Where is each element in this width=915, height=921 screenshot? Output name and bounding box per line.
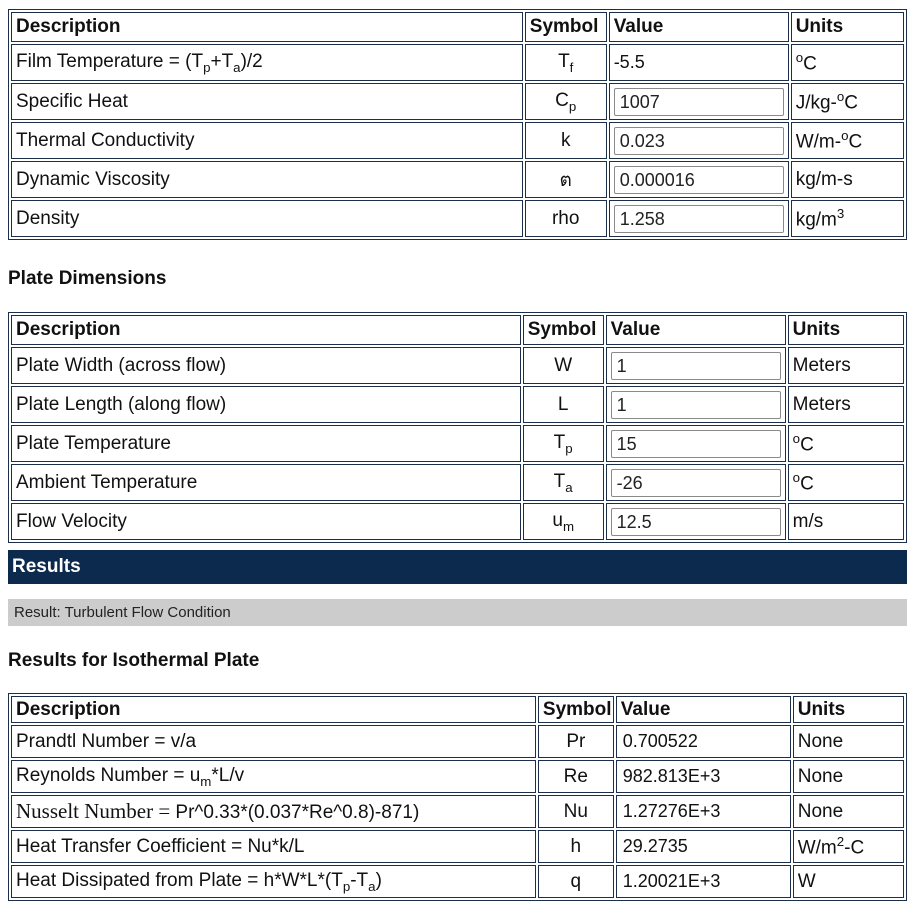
film-temperature-value: -5.5 bbox=[609, 44, 789, 81]
thermal-conductivity-cell bbox=[609, 122, 789, 159]
plate-temperature-symbol: $T_p$ bbox=[523, 425, 604, 462]
prandtl-number-label: Prandtl Number = v/a bbox=[11, 725, 536, 758]
density-input[interactable]: 1.258 bbox=[614, 205, 784, 233]
plate-dimensions-heading: Plate Dimensions bbox=[8, 268, 167, 289]
table-row bbox=[11, 865, 904, 898]
table-row bbox=[11, 425, 904, 462]
dynamic-viscosity-symbol: ต bbox=[525, 161, 607, 198]
header-value: Value bbox=[609, 12, 789, 42]
density-cell bbox=[609, 200, 789, 237]
heat-dissipated-label: Heat Dissipated from Plate = $h*W*L*(T_p-T_a)$ bbox=[11, 865, 536, 898]
header-units: Units bbox=[791, 12, 904, 42]
table-row bbox=[11, 347, 904, 384]
header-symbol: Symbol bbox=[523, 315, 604, 345]
specific-heat-symbol: $C_p$ bbox=[525, 83, 607, 120]
film-temperature-label: Film Temperature = $(T_p+T_a)/2$ bbox=[11, 44, 523, 81]
header-value: Value bbox=[606, 315, 786, 345]
dynamic-viscosity-units: kg/m-s bbox=[791, 161, 904, 198]
dynamic-viscosity-cell bbox=[609, 161, 789, 198]
dynamic-viscosity-input[interactable]: 0.000016 bbox=[614, 166, 784, 194]
table-header-row bbox=[11, 696, 904, 723]
table-header-row bbox=[11, 12, 904, 42]
flow-velocity-label: Flow Velocity bbox=[11, 503, 521, 540]
reynolds-number-units: None bbox=[793, 760, 904, 793]
table-row bbox=[11, 386, 904, 423]
plate-width-symbol: W bbox=[523, 347, 604, 384]
specific-heat-cell bbox=[609, 83, 789, 120]
heat-dissipated-symbol: q bbox=[538, 865, 614, 898]
heat-dissipated-value: 1.20021E+3 bbox=[616, 865, 791, 898]
plate-temperature-units: $^o$C bbox=[788, 425, 904, 462]
nusselt-number-label: Nusselt Number = Pr^0.33*(0.037*Re^0.8)-871) bbox=[11, 795, 536, 828]
ambient-temperature-symbol: $T_a$ bbox=[523, 464, 604, 501]
film-temperature-units: $^o$C bbox=[791, 44, 904, 81]
header-value: Value bbox=[616, 696, 791, 723]
plate-width-cell bbox=[606, 347, 786, 384]
prandtl-number-symbol: Pr bbox=[538, 725, 614, 758]
table-row bbox=[11, 725, 904, 758]
prandtl-number-value: 0.700522 bbox=[616, 725, 791, 758]
table-row bbox=[11, 503, 904, 540]
table-row bbox=[11, 200, 904, 237]
header-units: Units bbox=[793, 696, 904, 723]
table-row bbox=[11, 122, 904, 159]
plate-length-cell bbox=[606, 386, 786, 423]
header-symbol: Symbol bbox=[525, 12, 607, 42]
table-row bbox=[11, 760, 904, 793]
reynolds-number-label: Reynolds Number = $u_m*L/v$ bbox=[11, 760, 536, 793]
header-units: Units bbox=[788, 315, 904, 345]
thermal-conductivity-label: Thermal Conductivity bbox=[11, 122, 523, 159]
specific-heat-input[interactable]: 1007 bbox=[614, 88, 784, 116]
reynolds-number-value: 982.813E+3 bbox=[616, 760, 791, 793]
table-row bbox=[11, 795, 904, 828]
thermal-conductivity-units: W/m-$^o$C bbox=[791, 122, 904, 159]
isothermal-results-heading: Results for Isothermal Plate bbox=[8, 650, 260, 671]
plate-dimensions-table bbox=[8, 312, 907, 543]
plate-length-units: Meters bbox=[788, 386, 904, 423]
specific-heat-units: J/kg-$^o$C bbox=[791, 83, 904, 120]
prandtl-number-units: None bbox=[793, 725, 904, 758]
thermal-conductivity-symbol: k bbox=[525, 122, 607, 159]
heat-transfer-coefficient-units: $W/m^2-C$ bbox=[793, 830, 904, 863]
plate-temperature-cell bbox=[606, 425, 786, 462]
thermal-conductivity-input[interactable]: 0.023 bbox=[614, 127, 784, 155]
ambient-temperature-label: Ambient Temperature bbox=[11, 464, 521, 501]
ambient-temperature-input[interactable]: -26 bbox=[611, 469, 781, 497]
results-bar: Results bbox=[8, 550, 907, 584]
plate-width-label: Plate Width (across flow) bbox=[11, 347, 521, 384]
isothermal-results-table bbox=[8, 693, 907, 901]
heat-transfer-coefficient-value: 29.2735 bbox=[616, 830, 791, 863]
plate-width-input[interactable]: 1 bbox=[611, 352, 781, 380]
ambient-temperature-cell bbox=[606, 464, 786, 501]
header-description: Description bbox=[11, 315, 521, 345]
table-row bbox=[11, 83, 904, 120]
density-units: $kg/m^3$ bbox=[791, 200, 904, 237]
specific-heat-label: Specific Heat bbox=[11, 83, 523, 120]
plate-width-units: Meters bbox=[788, 347, 904, 384]
heat-dissipated-units: W bbox=[793, 865, 904, 898]
flow-velocity-cell bbox=[606, 503, 786, 540]
flow-velocity-units: m/s bbox=[788, 503, 904, 540]
result-status-text: Result: Turbulent Flow Condition bbox=[8, 599, 907, 626]
header-description: Description bbox=[11, 12, 523, 42]
heat-transfer-coefficient-label: Heat Transfer Coefficient = Nu*k/L bbox=[11, 830, 536, 863]
plate-temperature-input[interactable]: 15 bbox=[611, 430, 781, 458]
plate-temperature-label: Plate Temperature bbox=[11, 425, 521, 462]
ambient-temperature-units: $^o$C bbox=[788, 464, 904, 501]
table-row bbox=[11, 464, 904, 501]
table-header-row bbox=[11, 315, 904, 345]
heat-transfer-coefficient-symbol: h bbox=[538, 830, 614, 863]
plate-length-label: Plate Length (along flow) bbox=[11, 386, 521, 423]
film-temperature-symbol: $T_f$ bbox=[525, 44, 607, 81]
nusselt-number-value: 1.27276E+3 bbox=[616, 795, 791, 828]
nusselt-number-units: None bbox=[793, 795, 904, 828]
dynamic-viscosity-label: Dynamic Viscosity bbox=[11, 161, 523, 198]
table-row bbox=[11, 44, 904, 81]
nusselt-number-symbol: Nu bbox=[538, 795, 614, 828]
properties-table bbox=[8, 9, 907, 240]
density-symbol: rho bbox=[525, 200, 607, 237]
header-description: Description bbox=[11, 696, 536, 723]
plate-length-input[interactable]: 1 bbox=[611, 391, 781, 419]
plate-length-symbol: L bbox=[523, 386, 604, 423]
flow-velocity-input[interactable]: 12.5 bbox=[611, 508, 781, 536]
table-row bbox=[11, 161, 904, 198]
header-symbol: Symbol bbox=[538, 696, 614, 723]
density-label: Density bbox=[11, 200, 523, 237]
table-row bbox=[11, 830, 904, 863]
reynolds-number-symbol: Re bbox=[538, 760, 614, 793]
flow-velocity-symbol: $u_m$ bbox=[523, 503, 604, 540]
